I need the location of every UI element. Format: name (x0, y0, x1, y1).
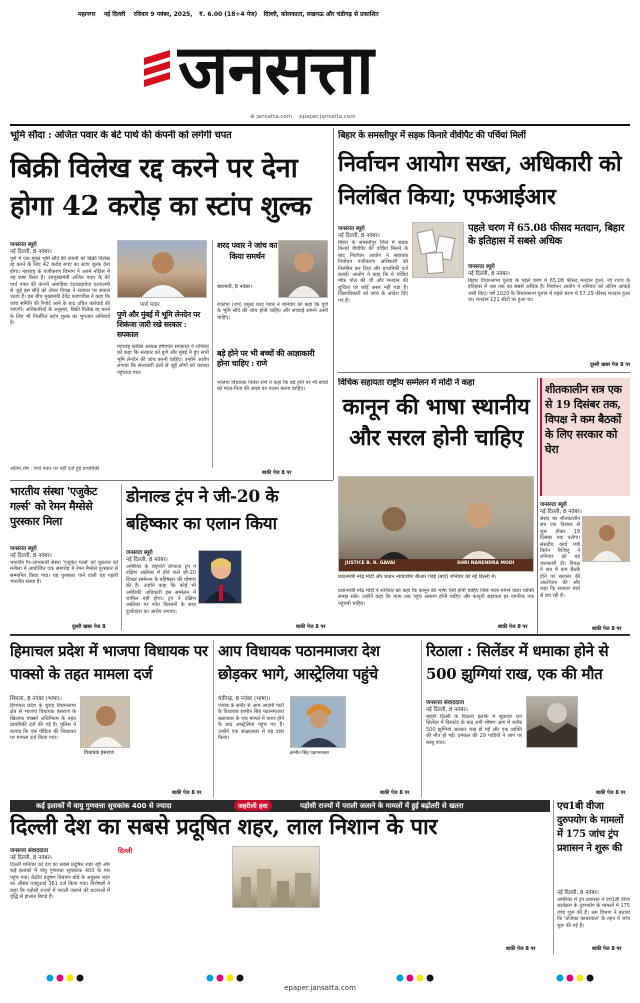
s10-byline: जनसत्ता संवाददाता (10, 848, 49, 854)
s7-dateline: शिमला, 8 नवंबर (भाषा)। (10, 696, 62, 702)
s1-sub-body: महाराष्ट्र कांग्रेस अध्यक्ष हर्षवर्धन सपकाल ने शनिवार को कहा कि सरकार को पुणे और मुंबई में हुए सभी भूमि लेनदेन की जांच करनी चाहिए। उन्होंने आरोप लगाया कि सत्ताधारी दलों से जुड़े लोगों को फायदा पहुंचाया गया। (117, 344, 209, 376)
s2-dateline: नई दिल्ली, 8 नवंबर। (338, 233, 380, 239)
s1-side-sub-body: भाजपा विधायक नितेश राणे ने कहा कि बड़े होने पर भी बच्चों को माता-पिता की आज्ञा का पालन करना चाहिए। (217, 380, 328, 393)
s1-body: पुणे में एक मुख्य भूमि सौदे की कंपनी को बिक्री विलेख रद्द करने के लिए 42 करोड़ रुपए का स्टांप शुल्क देना होगा। महाराष्ट्र के पंजीकरण विभाग ने अपने नोटिस में यह स्पष्ट किया है। उपमुख्यमंत्री अजित पवार के बेटे पार्थ पवार की कंपनी अमाडिया एंटरप्राइजेज एलएलपी से जुड़े इस सौदे को लेकर विपक्ष ने सरकार पर सवाल उठाए हैं। इस बीच मुख्यमंत्री देवेंद्र फडणवीस ने कहा कि जांच समिति की रिपोर्ट आने के बाद उचित कार्रवाई की जाएगी। अधिकारियों के अनुसार, बिक्री विलेख रद्द करने के लिए भी निर्धारित स्टांप शुल्क का भुगतान अनिवार्य है। (10, 256, 110, 327)
person-portrait-icon (81, 697, 130, 748)
s3-photo (338, 476, 534, 572)
vvpat-slips-photo-icon (413, 223, 464, 278)
s1-foot: अंतिम शेष : पार्थ पवार पर नहीं दर्ज हुई प्राथमिकी (10, 466, 100, 472)
s4-continued: बाकी पेज 8 पर (592, 626, 622, 632)
s8-headline: आप विधायक पठानमाजरा देश छोड़कर भागे, आस्ट्रेलिया पहुंचे (218, 642, 380, 683)
person-portrait-icon (118, 241, 207, 298)
s2-bottom-rule (338, 372, 630, 373)
s5-dateline: नई दिल्ली, 8 नवंबर। (10, 553, 52, 559)
s2-photo (412, 222, 464, 278)
globe-icon: ⊕ (250, 114, 255, 120)
s1-side-body: राकांपा (शप) प्रमुख शरद पवार ने शनिवार को कहा कि पुणे के भूमि सौदे की जांच होनी चाहिए और सच्चाई सामने आनी चाहिए। (217, 302, 328, 321)
masthead-topline (78, 10, 578, 20)
s5-right-rule (121, 484, 122, 630)
s7-right-rule (213, 640, 214, 798)
s10-strap-left: कई इलाकों में वायु गुणवत्ता सूचकांक 400 से ज्यादा (36, 802, 172, 810)
s7-photo (80, 696, 130, 748)
s1-sub-headline: पुणे और मुंबई में भूमि लेनदेन पर शिकंजा जारी रखे सरकार : सपकाल (117, 310, 200, 339)
s3-kicker: विधिक सहायता राष्ट्रीय सम्मेलन में मोदी ने कहा (338, 378, 475, 388)
s8-continued: बाकी पेज 8 पर (380, 790, 410, 796)
s6-continued: बाकी पेज 8 पर (296, 624, 326, 630)
s9-byline: जनसत्ता संवाददाता (426, 700, 465, 706)
s4-byline: जनसत्ता ब्यूरो (540, 502, 567, 508)
s1-kicker: भूमि सौदा : अजित पवार के बेटे पार्थ की कंपनी को लगेगी चपत (10, 130, 232, 141)
s6-body-cont (246, 548, 332, 624)
s1-side-sub: बड़े होने पर भी बच्चों की आज्ञाकारी होना चाहिए : राणे (217, 348, 315, 368)
s10-strap-right: पड़ोसी राज्यों में पराली जलाने के मामलों में हुई बढ़ोतरी से खतरा (300, 802, 464, 810)
s1-headline: बिक्री विलेख रद्द करने पर देना होगा 42 करोड़ का स्टांप शुल्क (10, 153, 312, 222)
smog-skyline-photo-icon (233, 847, 320, 908)
person-portrait-icon (279, 241, 328, 298)
s1-dateline: नई दिल्ली, 8 नवंबर। (10, 249, 52, 255)
s2-sub-dateline: नई दिल्ली, 8 नवंबर। (468, 271, 510, 277)
s1-col-rule (212, 240, 213, 468)
s10-dateline: नई दिल्ली, 8 नवंबर। (10, 855, 52, 861)
center-column-rule (333, 128, 334, 480)
s10-body-col5 (438, 846, 548, 946)
s2-byline: जनसत्ता ब्यूरो (338, 226, 365, 232)
s3-photo-label-right: SHRI NARENDRA MODI (457, 561, 515, 566)
s9-body: बाहरी दिल्ली के रिठाला इलाके में शुक्रवार रात सिलेंडर में विस्फोट के बाद लगी भीषण आग में करीब 500 झुग्गियां जलकर राख हो गईं और एक व्यक्ति की मौत हो गई। दमकल की 29 गाड़ियों ने आग पर काबू पाया। (426, 714, 522, 746)
s8-body: पंजाब के सनौर से आम आदमी पार्टी के विधायक हरमीत सिंह पठानमाजरा बलात्कार के एक मामले में फरार होने के बाद आस्ट्रेलिया पहुंच गए हैं। उन्होंने एक साक्षात्कार में यह दावा किया। (218, 703, 284, 742)
s10-body-col3 (232, 910, 320, 952)
s9-dateline: नई दिल्ली, 8 नवंबर। (426, 707, 468, 713)
s1-photo (117, 240, 207, 298)
s1-byline: जनसत्ता ब्यूरो (10, 242, 37, 248)
s10-delhi-label: दिल्ली (118, 847, 133, 855)
person-portrait-icon (199, 551, 242, 604)
logo-mark (140, 48, 174, 88)
s4-headline: शीतकालीन सत्र एक से 19 दिसंबर तक, विपक्ष ने कम बैठकों के लिए सरकार को घेरा (545, 383, 622, 456)
s11-continued: बाकी पेज 8 पर (592, 946, 622, 952)
s2-sub-headline: पहले चरण में 65.08 फीसद मतदान, बिहार के इतिहास में सबसे अधिक (468, 223, 625, 247)
s7-body-cont (134, 696, 210, 786)
masthead-rule (10, 124, 630, 126)
s10-photo (232, 846, 320, 908)
print-registration-marks (10, 968, 630, 978)
s4-photo (582, 516, 630, 562)
s4-body: संसद का शीतकालीन सत्र एक दिसंबर से शुरू होकर 19 दिसंबर तक चलेगा। संसदीय कार्य मंत्री किरेन रिजिजू ने शनिवार को यह जानकारी दी। विपक्ष ने सत्र में कम बैठकें होने पर सरकार की आलोचना की और कहा कि सरकार चर्चा से बच रही है। (540, 516, 580, 599)
s3-body: प्रधानमंत्री नरेंद्र मोदी ने शनिवार को कहा कि कानून की भाषा ऐसी होनी चाहिए जिसे न्याय मांगने वाला व्यक्ति समझ सके। उन्होंने कहा कि न्याय तक पहुंच आसान होनी चाहिए और कानूनी सहायता हर नागरिक तक पहुंचनी चाहिए। (338, 588, 534, 607)
s2-body-cont (338, 318, 464, 358)
fire-ruins-photo-icon (527, 697, 578, 748)
s5-body: भारतीय गैर-लाभकारी संस्था 'एजुकेट गर्ल्स' को शुक्रवार को मनीला में आयोजित एक समारोह में रेमन मैग्सेसे पुरस्कार से सम्मानित किया गया। यह पुरस्कार पाने वाली यह पहली भारतीय संस्था है। (10, 560, 118, 586)
s10-headline: दिल्ली देश का सबसे प्रदूषित शहर, लाल निशान के पार (10, 814, 438, 840)
s2-headline: निर्वाचन आयोग सख्त, अधिकारी को निलंबित किया; एफआईआर (338, 151, 622, 210)
s8-photo (290, 696, 346, 748)
s10-body-col4 (324, 846, 434, 952)
person-portrait-icon (291, 697, 346, 748)
s9-headline: रिठाला : सिलेंडर में धमाका होने से 500 झुग्गियां राख, एक की मौत (426, 642, 609, 683)
editions-label: दिल्ली, कोलकाता, लखनऊ और चंडीगढ़ से प्रकाशित (263, 11, 379, 18)
logo-stripes-icon (140, 48, 174, 88)
s2-kicker: बिहार के समस्तीपुर में सड़क किनारे वीवीपैट की पर्चियां मिलीं (338, 131, 526, 141)
city-label: नई दिल्ली (103, 11, 126, 18)
logo-text: जनसत्ता (178, 30, 373, 110)
edition-label: महानगर (78, 11, 96, 18)
s1-continued: बाकी पेज 8 पर (262, 470, 292, 476)
s7-body: हिमाचल प्रदेश के चुराह विधानसभा क्षेत्र से भाजपा विधायक हंसराज के खिलाफ पाक्सो अधिनियम के तहत प्राथमिकी दर्ज की गई है। पुलिस ने बताया कि एक पीड़िता की शिकायत पर मामला दर्ज किया गया। (10, 703, 76, 742)
color-registration-icon (10, 973, 630, 983)
s4-dateline: नई दिल्ली, 8 नवंबर। (540, 509, 582, 515)
s8-right-rule (421, 640, 422, 798)
website-link[interactable]: jansatta.com (256, 114, 293, 120)
s9-body-cont (580, 696, 630, 786)
footer-epaper[interactable]: epaper.jansatta.com (284, 984, 356, 992)
s11-headline: एच1बी वीजा दुरुपयोग के मामलों में 175 जांच ट्रंप प्रशासन ने शुरू की (557, 801, 624, 854)
s10-body-col2 (118, 856, 228, 952)
s4-body-cont (582, 566, 630, 626)
s7-continued: बाकी पेज 8 पर (172, 790, 202, 796)
s3-right-rule (537, 378, 538, 634)
s5-continued: दूसरी खबर पेज 8 (72, 624, 106, 630)
mid-section-rule (10, 634, 630, 636)
conference-photo-icon (339, 477, 534, 572)
price-label: ₹. 6.00 (18+4 पेज) (198, 11, 258, 18)
s2-sub-byline: जनसत्ता ब्यूरो (468, 264, 495, 270)
s6-dateline: नई दिल्ली, 8 नवंबर। (126, 557, 168, 563)
s7-photo-caption: विधायक हंसराज (84, 750, 114, 756)
s8-photo-caption: हरमीत सिंह पठानमाजरा (290, 751, 330, 756)
s3-headline: कानून की भाषा स्थानीय और सरल होनी चाहिए (342, 394, 530, 451)
masthead-links (250, 114, 450, 123)
parliament-photo-icon (583, 517, 630, 562)
s1-photo-caption: पार्थ पवार (140, 302, 160, 308)
s11-dateline: नई दिल्ली, 8 नवंबर। (557, 890, 599, 896)
s10-continued: बाकी पेज 8 पर (506, 946, 536, 952)
s6-byline: जनसत्ता ब्यूरो (126, 550, 153, 556)
s3-photo-label-left: JUSTICE B. R. GAVAI (345, 561, 395, 566)
s3-photo-caption: प्रधानमंत्री नरेंद्र मोदी और प्रधान न्यायाधीश बीआर गवई (बाएं) शनिवार को नई दिल्ली में। (338, 574, 497, 580)
s1-side-photo (278, 240, 328, 298)
s6-headline: डोनाल्ड ट्रंप ने जी-20 के बहिष्कार का एलान किया (126, 487, 279, 534)
s5-kicker: भारतीय संस्था 'एजुकेट गर्ल्स' को रेमन मैग्सेसे पुरस्कार मिला (10, 485, 98, 528)
s10-right-rule (553, 800, 554, 955)
s2-body: बिहार के समस्तीपुर जिले में सड़क किनारे वीवीपैट की पर्चियां मिलने के बाद निर्वाचन आयोग ने सहायक निर्वाचन पंजीकरण अधिकारी को निलंबित कर दिया और प्राथमिकी दर्ज कराई। आयोग ने कहा कि ये पर्चियां मॉक पोल की थीं और मतदान की शुचिता पर कोई असर नहीं पड़ा है। जिलाधिकारी को जांच के आदेश दिए गए हैं। (338, 240, 408, 304)
s9-continued: बाकी पेज 8 पर (596, 790, 626, 796)
s9-photo (526, 696, 578, 748)
s3-continued: बाकी पेज 8 पर (498, 624, 528, 630)
s8-body-cont (350, 696, 418, 786)
s6-body: अमेरिका के राष्ट्रपति डोनाल्ड ट्रंप ने दक्षिण अफ्रीका में होने वाले जी-20 शिखर सम्मेलन के बहिष्कार की घोषणा की है। उन्होंने कहा कि कोई भी अमेरिकी अधिकारी इस सम्मेलन में शामिल नहीं होगा। ट्रंप ने दक्षिण अफ्रीका पर श्वेत किसानों के साथ दुर्व्यवहार का आरोप लगाया। (126, 564, 196, 615)
s10-strap-badge: जहरीली हवा (234, 800, 272, 811)
s5-top-rule (10, 480, 333, 481)
s1-side-dateline: बारामती, 8 नवंबर। (217, 284, 252, 290)
epaper-link[interactable]: epaper.jansatta.com (299, 114, 356, 120)
s2-sub-body: बिहार विधानसभा चुनाव के पहले चरण में 65.08 फीसद मतदान हुआ, जो राज्य के इतिहास में अब तक का सबसे अधिक है। निर्वाचन आयोग ने शनिवार को अंतिम आंकड़े जारी किए। वर्ष 2020 के विधानसभा चुनाव में पहले चरण में 57.29 फीसद मतदान हुआ था। मतदान 121 सीटों पर हुआ था। (468, 278, 630, 304)
s6-photo (198, 550, 242, 604)
s8-dateline: चंडीगढ़, 8 नवंबर (भाषा)। (218, 696, 271, 702)
s11-body: अमेरिका में ट्रंप प्रशासन ने एच1बी वीजा कार्यक्रम के दुरुपयोग के मामलों में 175 जांच शुरू की हैं। श्रम विभाग ने बताया कि 'प्रोजेक्ट फायरवाल' के तहत ये जांच शुरू की गई हैं। (557, 897, 630, 929)
s7-headline: हिमाचल प्रदेश में भाजपा विधायक पर पाक्सो के तहत मामला दर्ज (10, 642, 208, 683)
s5-byline: जनसत्ता ब्यूरो (10, 546, 37, 552)
date-label: रविवार 9 नवंबर, 2025, (133, 11, 193, 18)
s10-body: दिल्ली शनिवार को देश का सबसे प्रदूषित शहर रही और कई इलाकों में वायु गुणवत्ता सूचकांक 400 के पार पहुंच गया। केंद्रीय प्रदूषण नियंत्रण बोर्ड के अनुसार शहर का औसत एक्यूआई 361 दर्ज किया गया। विशेषज्ञों ने कहा कि पड़ोसी राज्यों में पराली जलाने की घटनाओं में वृद्धि से हालात बिगड़े हैं। (10, 862, 110, 901)
s1-side-headline: शरद पवार ने जांच का किया समर्थन (217, 240, 277, 261)
s2-continued: दूसरी खबर पेज 8 पर (590, 362, 631, 368)
